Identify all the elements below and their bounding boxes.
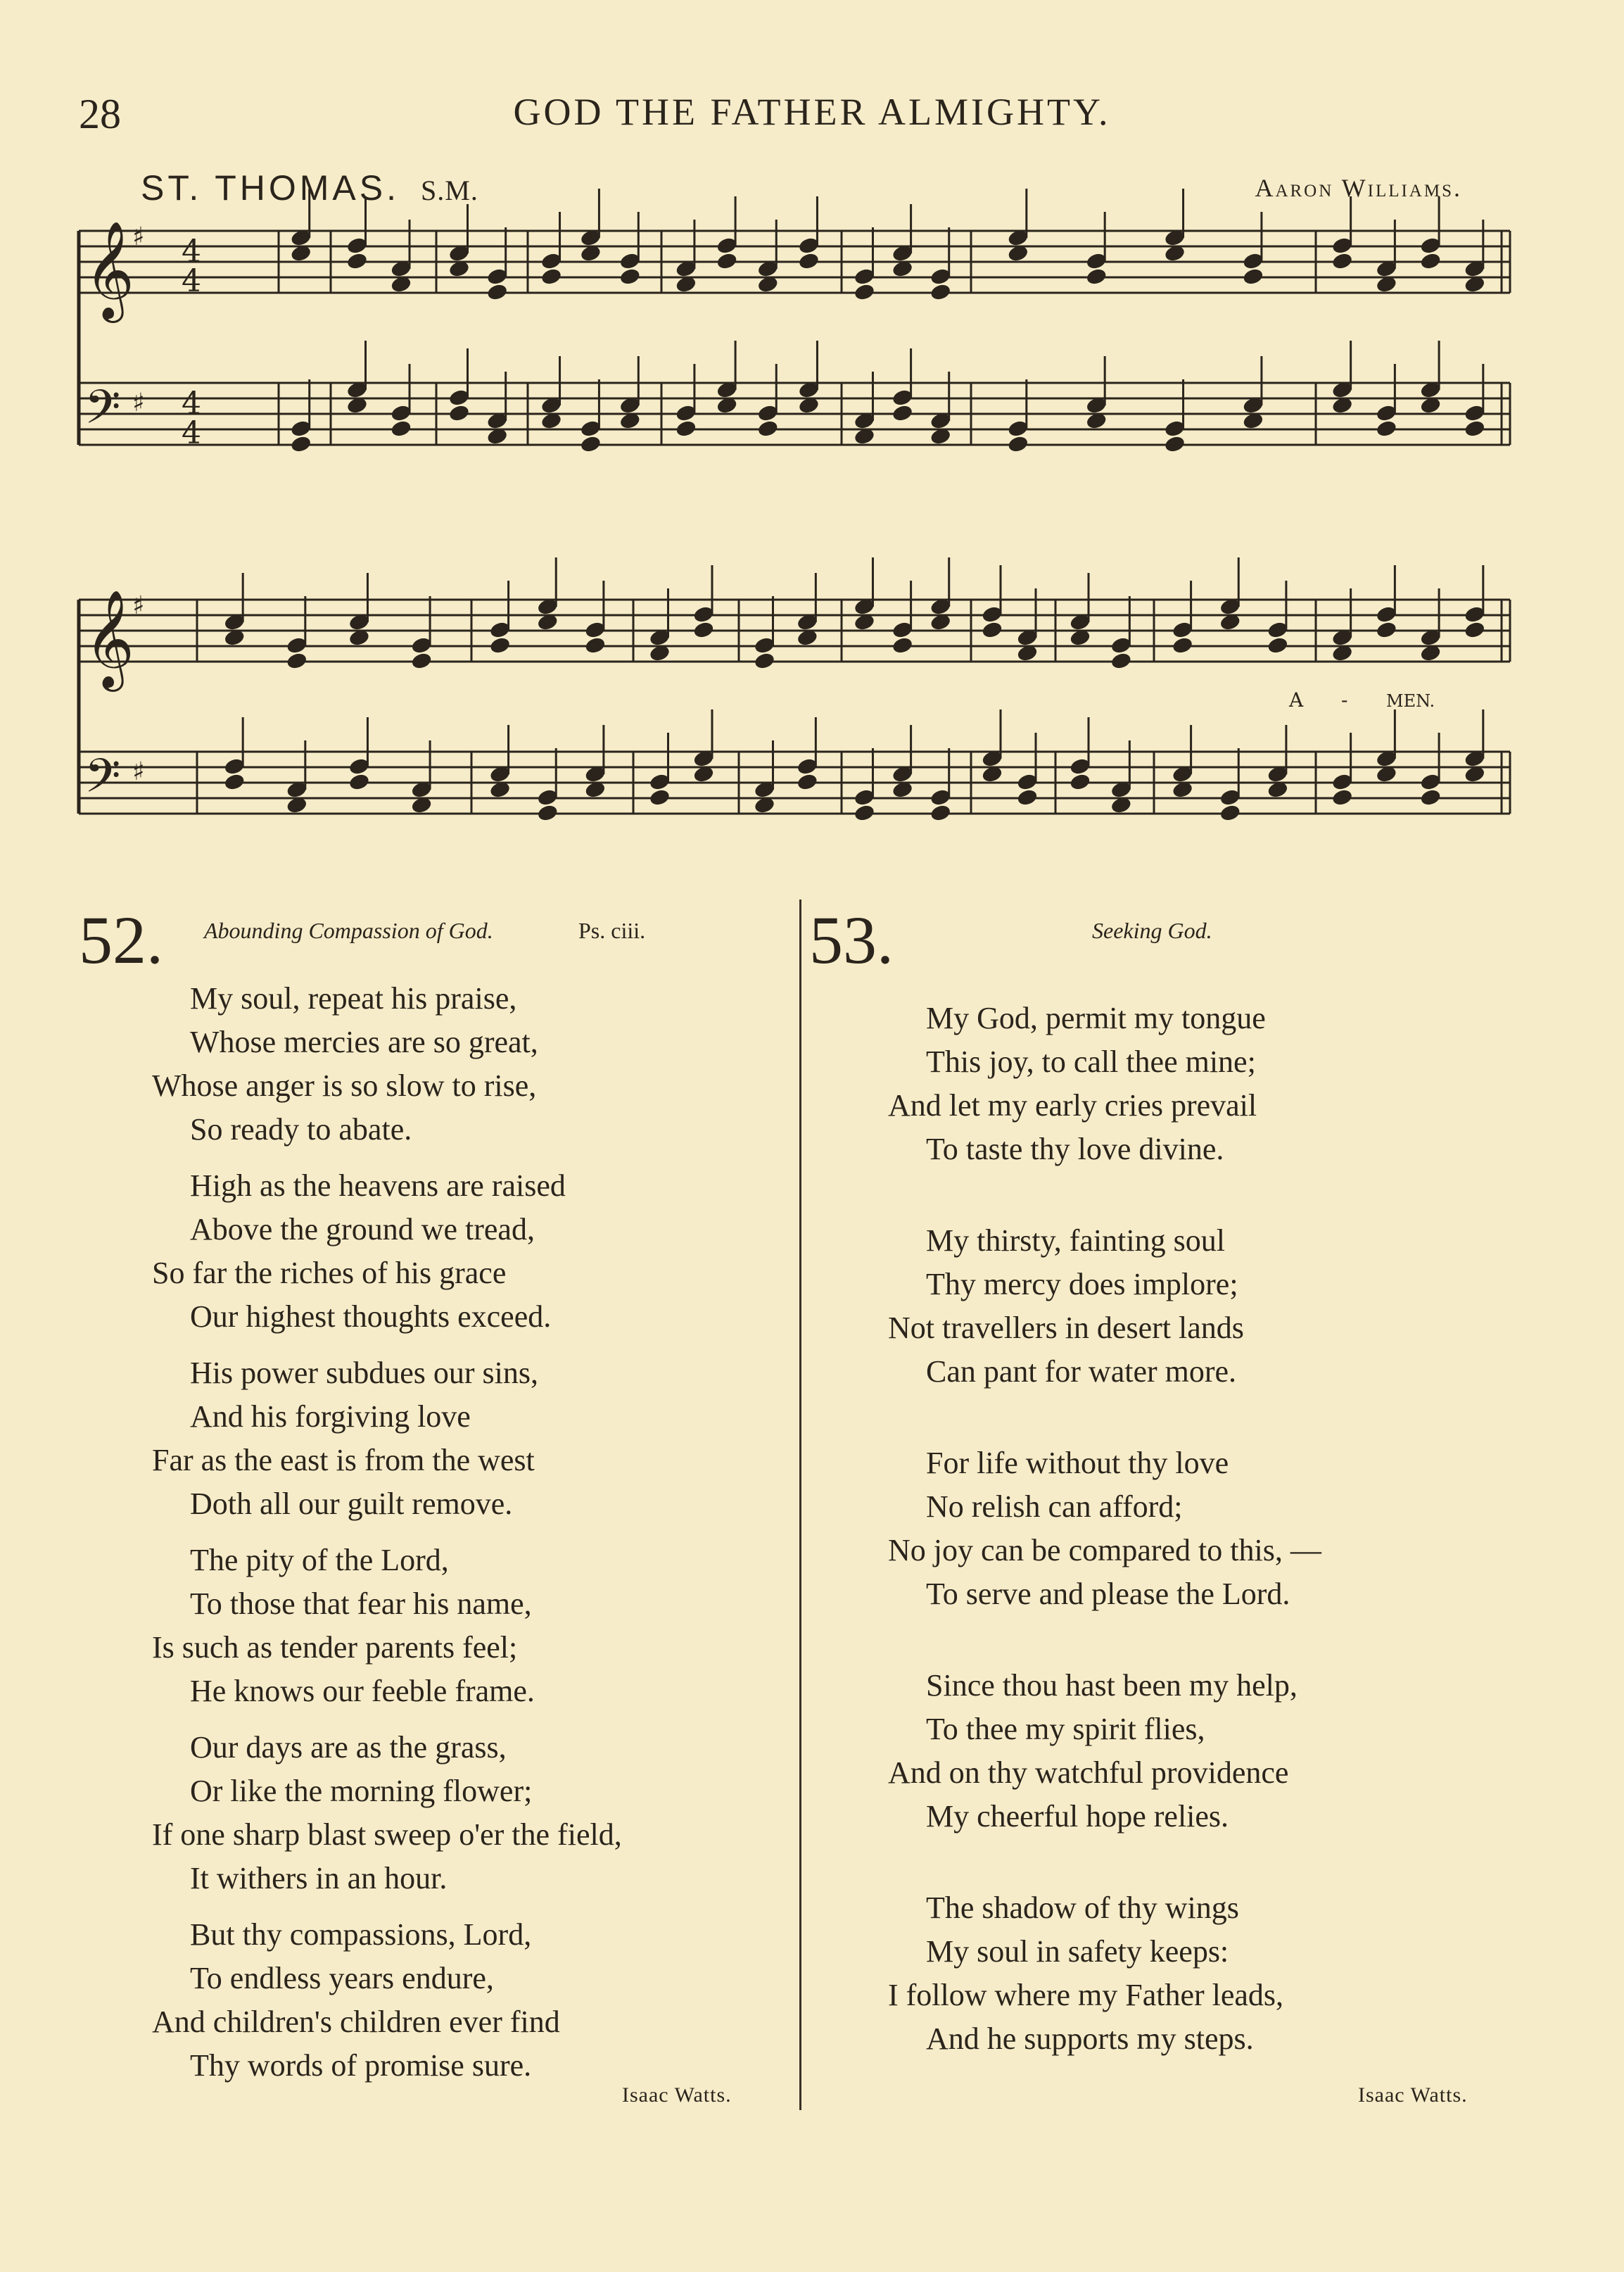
note-head (391, 419, 412, 438)
tune-name: ST. THOMAS. (141, 168, 400, 208)
verse-line: The shadow of thy wings (926, 1891, 1239, 1925)
verse-line: And on thy watchful providence (888, 1755, 1289, 1790)
note-head (798, 252, 820, 270)
stanza (152, 1913, 560, 2088)
note-head (1017, 788, 1039, 807)
note-head (675, 419, 697, 438)
verse-line: Thy mercy does implore; (926, 1267, 1238, 1301)
verse-line: And children's children ever find (152, 2005, 560, 2039)
verse-line: Since thou hast been my help, (926, 1668, 1298, 1703)
verse-line: Or like the morning flower; (190, 1774, 533, 1808)
note-head (1172, 636, 1193, 655)
bar-lines (79, 231, 1510, 814)
verse-line: I follow where my Father leads, (888, 1978, 1284, 2012)
note-head (1110, 652, 1132, 670)
note-head (1376, 621, 1397, 639)
verse-line: No relish can afford; (926, 1489, 1183, 1524)
note-head (892, 404, 913, 422)
verse-line: To endless years endure, (190, 1961, 494, 1995)
verse-line: Our days are as the grass, (190, 1730, 507, 1765)
verse-line: Whose mercies are so great, (190, 1025, 538, 1059)
verse-line: To serve and please the Lord. (926, 1577, 1290, 1611)
verse-line: The pity of the Lord, (190, 1543, 449, 1577)
verse-line: Is such as tender parents feel; (152, 1630, 518, 1665)
verse-line: My cheerful hope relies. (926, 1799, 1229, 1834)
verse-line: Far as the east is from the west (152, 1443, 535, 1477)
note-head (585, 636, 607, 655)
sharp-icon: ♯ (132, 222, 145, 251)
note-head (489, 636, 511, 655)
stanza (888, 1441, 1321, 1616)
verse-line: My soul in safety keeps: (926, 1934, 1229, 1969)
sharp-icon: ♯ (132, 389, 145, 417)
note-head (290, 435, 312, 453)
stanza (152, 977, 538, 1151)
note-head (1070, 773, 1091, 791)
note-head (1420, 252, 1442, 270)
verse-line: Can pant for water more. (926, 1354, 1237, 1389)
time-signature-top-bass: 4 (182, 386, 201, 422)
verse-line: He knows our feeble frame. (190, 1674, 535, 1708)
stanza (888, 997, 1266, 1171)
verse-line: So ready to abate. (190, 1112, 412, 1147)
stanza (888, 1664, 1298, 1838)
verse-line: Our highest thoughts exceed. (190, 1299, 552, 1334)
note-head (930, 283, 951, 301)
verse-line: To those that fear his name, (190, 1586, 532, 1621)
verse-line: My thirsty, fainting soul (926, 1223, 1225, 1258)
verse-line: For life without thy love (926, 1446, 1229, 1480)
hymn-52-number: 52. (79, 902, 163, 978)
staff-lines (79, 231, 1510, 814)
verse-line: And let my early cries prevail (888, 1088, 1257, 1123)
stanza (888, 1219, 1244, 1394)
tune-meter: S.M. (421, 175, 478, 206)
hymn-52-reference: Ps. ciii. (578, 918, 646, 943)
hymn-53-author: Isaac Watts. (1358, 2083, 1468, 2107)
hymn-53-number: 53. (809, 902, 894, 978)
treble-clef-icon: 𝄞 (84, 590, 134, 688)
stanza (152, 1539, 535, 1713)
verse-line: High as the heavens are raised (190, 1168, 566, 1203)
verse-line: Above the ground we tread, (190, 1212, 535, 1247)
music-score (0, 0, 1624, 873)
note-head (346, 252, 368, 270)
note-head (619, 267, 641, 286)
bass-clef-icon: 𝄢 (84, 749, 121, 814)
note-head (693, 621, 715, 639)
verse-line: To taste thy love divine. (926, 1132, 1224, 1166)
note-head (1331, 788, 1353, 807)
hymn-53-title: Seeking God. (1092, 918, 1212, 943)
amen-syllable-men: MEN. (1386, 691, 1435, 711)
verse-line: Whose anger is so slow to rise, (152, 1068, 537, 1103)
time-signature-bottom: 4 (182, 263, 201, 299)
note-head (854, 283, 875, 301)
hymn-52-title: Abounding Compassion of God. (204, 918, 493, 943)
notes (224, 189, 1485, 822)
verse-line: So far the riches of his grace (152, 1256, 507, 1290)
note-head (1464, 621, 1486, 639)
verse-line: My soul, repeat his praise, (190, 981, 517, 1016)
note-head (1164, 435, 1186, 453)
verse-line: Thy words of promise sure. (190, 2048, 532, 2083)
note-head (757, 419, 779, 438)
note-head (286, 652, 308, 670)
note-head (1464, 419, 1486, 438)
verse-line: Doth all our guilt remove. (190, 1487, 513, 1521)
note-head (892, 636, 913, 655)
note-head (982, 621, 1003, 639)
note-head (1008, 435, 1029, 453)
verse-line: And he supports my steps. (926, 2021, 1254, 2056)
verse-line: This joy, to call thee mine; (926, 1045, 1256, 1079)
note-head (537, 804, 559, 822)
note-head (411, 652, 433, 670)
note-head (1267, 636, 1289, 655)
sharp-icon: ♯ (132, 591, 145, 620)
bass-clef-icon: 𝄢 (84, 380, 121, 446)
note-head (540, 267, 562, 286)
time-signature-top: 4 (182, 234, 201, 270)
verse-line: If one sharp blast sweep o'er the field, (152, 1817, 622, 1852)
note-head (348, 773, 370, 791)
sharp-icon: ♯ (132, 757, 145, 786)
note-head (1086, 267, 1108, 286)
page-number: 28 (79, 91, 121, 137)
note-head (224, 773, 246, 791)
note-head (580, 435, 602, 453)
clefs (84, 221, 144, 814)
note-head (716, 252, 738, 270)
note-head (448, 404, 470, 422)
time-signature-bottom-bass: 4 (182, 415, 201, 451)
verse-line: It withers in an hour. (190, 1861, 448, 1895)
stanza (152, 1351, 538, 1526)
note-head (1331, 252, 1353, 270)
note-head (486, 283, 508, 301)
note-head (754, 652, 775, 670)
hymn-52-author: Isaac Watts. (622, 2083, 732, 2107)
note-head (854, 804, 875, 822)
running-title: GOD THE FATHER ALMIGHTY. (513, 91, 1111, 133)
stanza (888, 1886, 1283, 2061)
verse-line: To thee my spirit flies, (926, 1712, 1205, 1746)
note-head (649, 788, 671, 807)
verse-line: But thy compassions, Lord, (190, 1917, 532, 1952)
note-head (1219, 804, 1241, 822)
note-head (1376, 419, 1397, 438)
treble-clef-icon: 𝄞 (84, 221, 134, 319)
verse-line: His power subdues our sins, (190, 1356, 538, 1390)
note-head (1243, 267, 1264, 286)
amen-dash: - (1341, 688, 1348, 712)
verse-line: No joy can be compared to this, — (888, 1533, 1321, 1567)
verse-line: Not travellers in desert lands (888, 1311, 1244, 1345)
note-head (797, 773, 818, 791)
note-head (930, 804, 951, 822)
verse-line: And his forgiving love (190, 1399, 471, 1434)
stanza (152, 1726, 622, 1900)
verse-line: My God, permit my tongue (926, 1001, 1266, 1035)
amen-syllable-a: A (1289, 688, 1304, 712)
stanza (152, 1164, 566, 1339)
note-head (1420, 788, 1442, 807)
composer: Aaron Williams. (1255, 174, 1462, 202)
column-divider (799, 900, 801, 2110)
